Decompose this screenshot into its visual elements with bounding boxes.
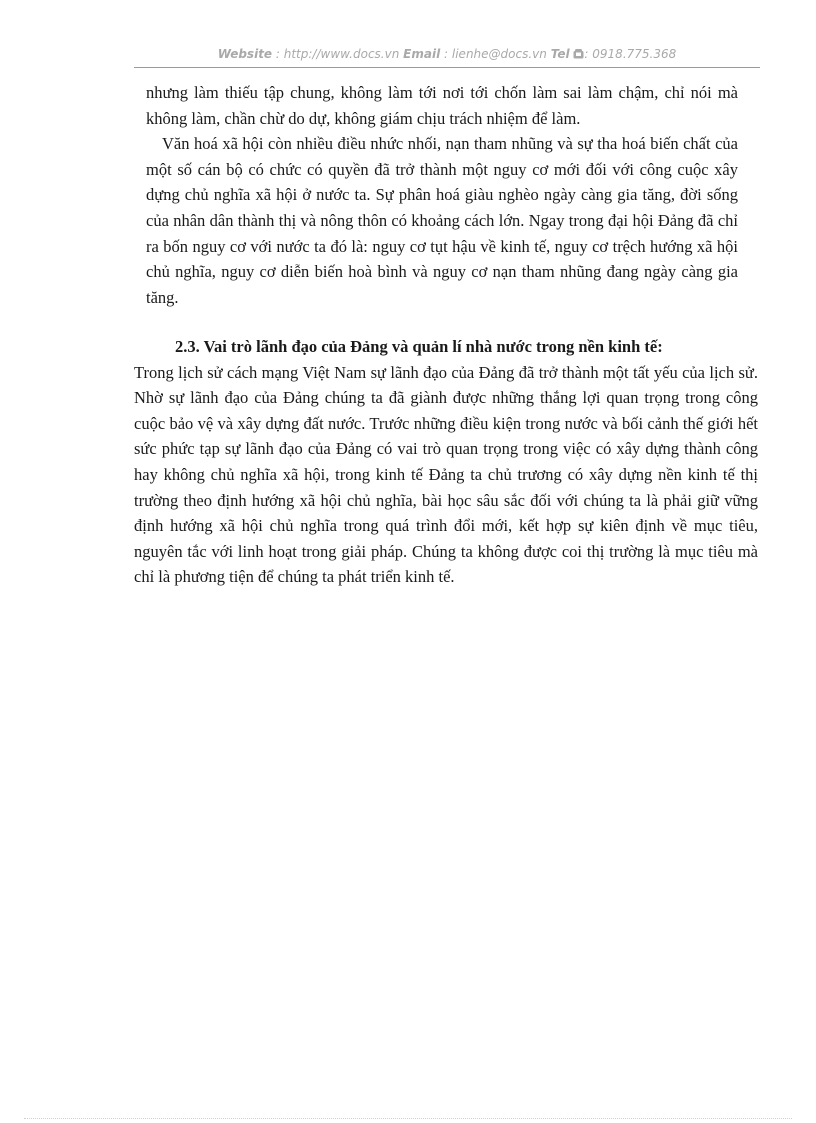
- text-block-2: [134, 334, 758, 590]
- header-divider: [134, 67, 760, 68]
- paragraph-2: Văn hoá xã hội còn nhiều điều nhức nhối, nạn tham nhũng và sự tha hoá biến chất của một số cán bộ có chức có quyền đã trở thành một nguy cơ mới đối với công cuộc xây dựng chủ nghĩa xã hội ở nước ta. Sự phân hoá giàu nghèo ngày càng gia tăng, đời sống của nhân dân thành thị và nông thôn có khoảng cách lớn. Ngay trong đại hội Đảng đã chỉ ra bốn nguy cơ với nước ta đó là: nguy cơ tụt hậu về kinh tế, nguy cơ trệch hướng xã hội chủ nghĩa, nguy cơ diễn biến hoà bình và nguy cơ nạn tham nhũng đang ngày càng gia tăng.: [146, 134, 738, 307]
- website-label: Website: [217, 47, 273, 61]
- tel-number: : 0918.775.368: [584, 47, 677, 61]
- email-address[interactable]: : lienhe@docs.vn: [444, 47, 547, 61]
- phone-icon: [573, 47, 584, 61]
- page-bottom-border: [24, 1118, 792, 1119]
- website-url[interactable]: : http://www.docs.vn: [275, 47, 400, 61]
- text-block-1: [146, 80, 738, 310]
- page-header: [134, 47, 760, 65]
- paragraph-1: nhưng làm thiếu tập chung, không làm tới nơi tới chốn làm sai làm chậm, chỉ nói mà không làm, chần chừ do dự, không giám chịu trách nhiệm để làm.: [146, 83, 738, 128]
- email-label: Email: [403, 47, 441, 61]
- tel-label: Tel: [550, 47, 570, 61]
- section-heading: 2.3. Vai trò lãnh đạo của Đảng và quản lí nhà nước trong nền kinh tế:: [175, 337, 663, 356]
- paragraph-3: Trong lịch sử cách mạng Việt Nam sự lãnh đạo của Đảng đã trở thành một tất yếu của lịch sử. Nhờ sự lãnh đạo của Đảng chúng ta đã giành được những thắng lợi quan trọng trong công cuộc bảo vệ và xây dựng đất nước. Trước những điều kiện trong nước và bối cảnh thế giới hết sức phức tạp sự lãnh đạo của Đảng có vai trò quan trọng trong việc có xây dựng thành công hay không chủ nghĩa xã hội, trong kinh tế Đảng ta chủ trương có xây dựng nền kinh tế thị trường theo định hướng xã hội chủ nghĩa, bài học sâu sắc đối với chúng ta là phải giữ vững định hướng xã hội chủ nghĩa trong quá trình đổi mới, kết hợp sự kiên định về mục tiêu, nguyên tắc với linh hoạt trong giải pháp. Chúng ta không được coi thị trường là mục tiêu mà chỉ là phương tiện để chúng ta phát triển kinh tế.: [134, 362, 758, 587]
